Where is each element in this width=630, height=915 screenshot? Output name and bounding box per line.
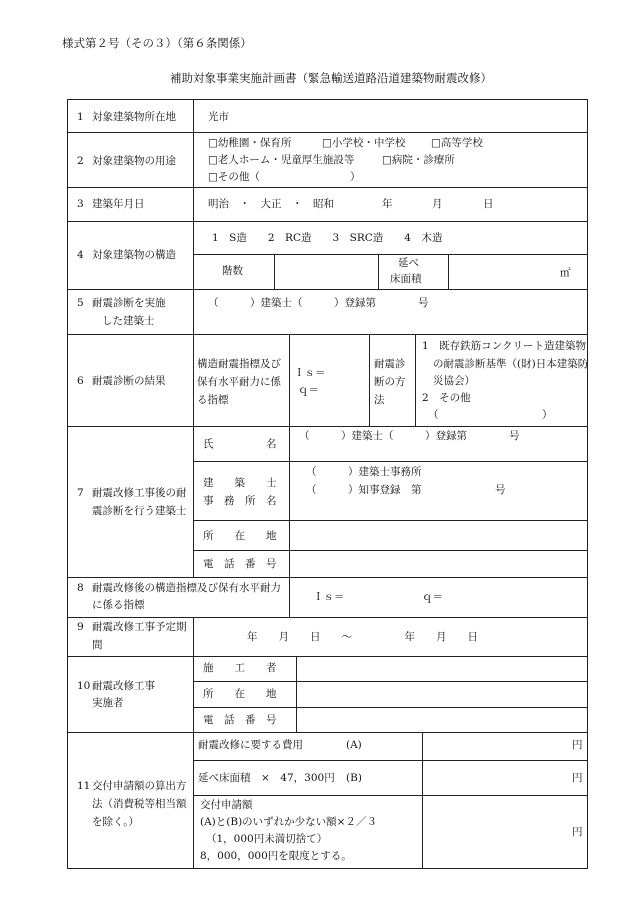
grant-rounding: （1，000円未満切捨て） [206, 833, 328, 845]
method-label-1: 耐震診 [374, 358, 406, 370]
contractor-label-2: 実施者 [92, 697, 124, 709]
floor-area-label-2: 床面積 [390, 273, 422, 285]
structure-label: 対象建築物の構造 [92, 249, 176, 261]
architect-name-value: （ ）建築士（ ）登録第 号 [299, 430, 520, 442]
building-use-label: 対象建築物の用途 [92, 155, 176, 167]
grant-limit: 8，000，000円を限度とする。 [200, 850, 352, 862]
use-option-other-close: ） [350, 171, 361, 183]
method-other-close: ） [542, 409, 553, 421]
is-value: Ｉｓ＝ [294, 367, 326, 379]
diagnosis-architect-value: （ ）建築士（ ）登録第 号 [208, 297, 429, 309]
cost-yen: 円 [572, 739, 583, 751]
area-calc-mark: (B) [346, 772, 362, 784]
builder-address-label: 所 在 地 [203, 688, 277, 700]
year-unit: 年 [382, 198, 393, 210]
floors-label: 階数 [222, 265, 243, 277]
builder-label: 施 工 者 [203, 662, 277, 674]
grant-method-label: 交付申請額の算出方 [92, 780, 187, 792]
row-number: 9 [77, 621, 84, 633]
architect-name-label: 氏 名 [203, 438, 277, 450]
method-option-1[interactable]: 1 既存鉄筋コンクリート造建築物 [422, 340, 586, 352]
post-diagnosis-architect-label-2: 震診断を行う建築士 [92, 505, 187, 517]
index-label-3: る指標 [197, 394, 229, 406]
post-retrofit-index-label: 耐震改修後の構造指標及び保有水平耐力 [92, 582, 281, 594]
construction-date-label: 建築年月日 [92, 198, 145, 210]
cost-mark: (A) [346, 739, 362, 751]
method-option-2[interactable]: 2 その他 [422, 392, 471, 404]
use-option-high-school[interactable]: □高等学校 [431, 137, 483, 149]
row-number: 7 [77, 487, 84, 499]
page-title: 補助対象事業実施計画書（緊急輸送道路沿道建築物耐震改修） [170, 71, 492, 85]
building-location-value: 光市 [208, 111, 229, 123]
post-diagnosis-architect-label: 耐震改修工事後の耐 [92, 487, 187, 499]
use-option-elderly-home[interactable]: □老人ホーム・児童厚生施設等 [208, 154, 355, 166]
method-option-1-line3: 災協会） [433, 375, 475, 387]
month-unit: 月 [432, 198, 443, 210]
area-calc-yen: 円 [572, 772, 583, 784]
post-q-value: ｑ＝ [422, 591, 443, 603]
row-number: 5 [77, 297, 84, 309]
row-number: 3 [77, 198, 84, 210]
floor-area-label: 延べ [398, 257, 419, 269]
era-options[interactable]: 明治 ・ 大正 ・ 昭和 [208, 198, 334, 210]
office-value-2: （ ）知事登録 第 号 [306, 484, 506, 496]
architect-phone-label: 電 話 番 号 [203, 558, 277, 570]
row-number: 4 [77, 249, 84, 261]
structure-options[interactable]: 1 S造 2 RC造 3 SRC造 4 木造 [212, 232, 443, 244]
q-value: ｑ＝ [298, 384, 319, 396]
post-retrofit-index-label-2: に係る指標 [92, 599, 145, 611]
office-label-2: 事 務 所 名 [203, 495, 277, 507]
method-other-open: （ [428, 409, 439, 421]
method-option-1-line2: の耐震診断基準（(財)日本建築防 [433, 358, 589, 370]
use-option-school[interactable]: □小学校・中学校 [322, 137, 406, 149]
row-number: 11 [77, 780, 91, 792]
office-value-1: （ ）建築士事務所 [306, 466, 422, 478]
use-option-other[interactable]: □その他（ [208, 171, 260, 183]
use-option-hospital[interactable]: □病院・診療所 [382, 154, 455, 166]
index-label-2: 保有水平耐力に係 [197, 376, 281, 388]
grant-yen: 円 [572, 826, 583, 838]
row-number: 10 [77, 680, 91, 692]
area-calc-label: 延べ床面積 × 47，300円 [198, 772, 335, 784]
office-label-1: 建 築 士 [203, 477, 277, 489]
method-label-3: 法 [374, 394, 385, 406]
diagnosis-architect-label: 耐震診断を実施 [92, 297, 166, 309]
diagnosis-architect-label-2: した建築士 [102, 315, 155, 327]
day-unit: 日 [483, 198, 494, 210]
diagnosis-result-label: 耐震診断の結果 [92, 375, 166, 387]
row-number: 8 [77, 582, 84, 594]
architect-address-label: 所 在 地 [203, 530, 277, 542]
grant-method-label-2: 法（消費税等相当額 [92, 798, 187, 810]
grant-method-label-3: を除く。） [92, 816, 140, 828]
form-number: 様式第２号（その３）（第６条関係） [62, 36, 252, 50]
work-period-label: 耐震改修工事予定期 [92, 621, 187, 633]
grant-formula: (A)と(B)のいずれか少ない額×２／３ [200, 816, 377, 828]
cost-label: 耐震改修に要する費用 [198, 739, 303, 751]
area-unit: ㎡ [560, 267, 571, 279]
work-period-label-2: 間 [92, 639, 103, 651]
method-label-2: 断の方 [374, 376, 406, 388]
row-number: 1 [77, 111, 84, 123]
post-is-value: Ｉｓ＝ [313, 591, 345, 603]
grant-label: 交付申請額 [200, 799, 253, 811]
index-label-1: 構造耐震指標及び [197, 358, 281, 370]
work-period-value: 年 月 日 ～ 年 月 日 [247, 631, 478, 643]
row-number: 2 [77, 155, 84, 167]
builder-phone-label: 電 話 番 号 [203, 714, 277, 726]
use-option-kindergarten[interactable]: □幼稚園・保育所 [208, 137, 292, 149]
contractor-label: 耐震改修工事 [92, 680, 155, 692]
row-number: 6 [77, 375, 84, 387]
building-location-label: 対象建築物所在地 [92, 111, 176, 123]
